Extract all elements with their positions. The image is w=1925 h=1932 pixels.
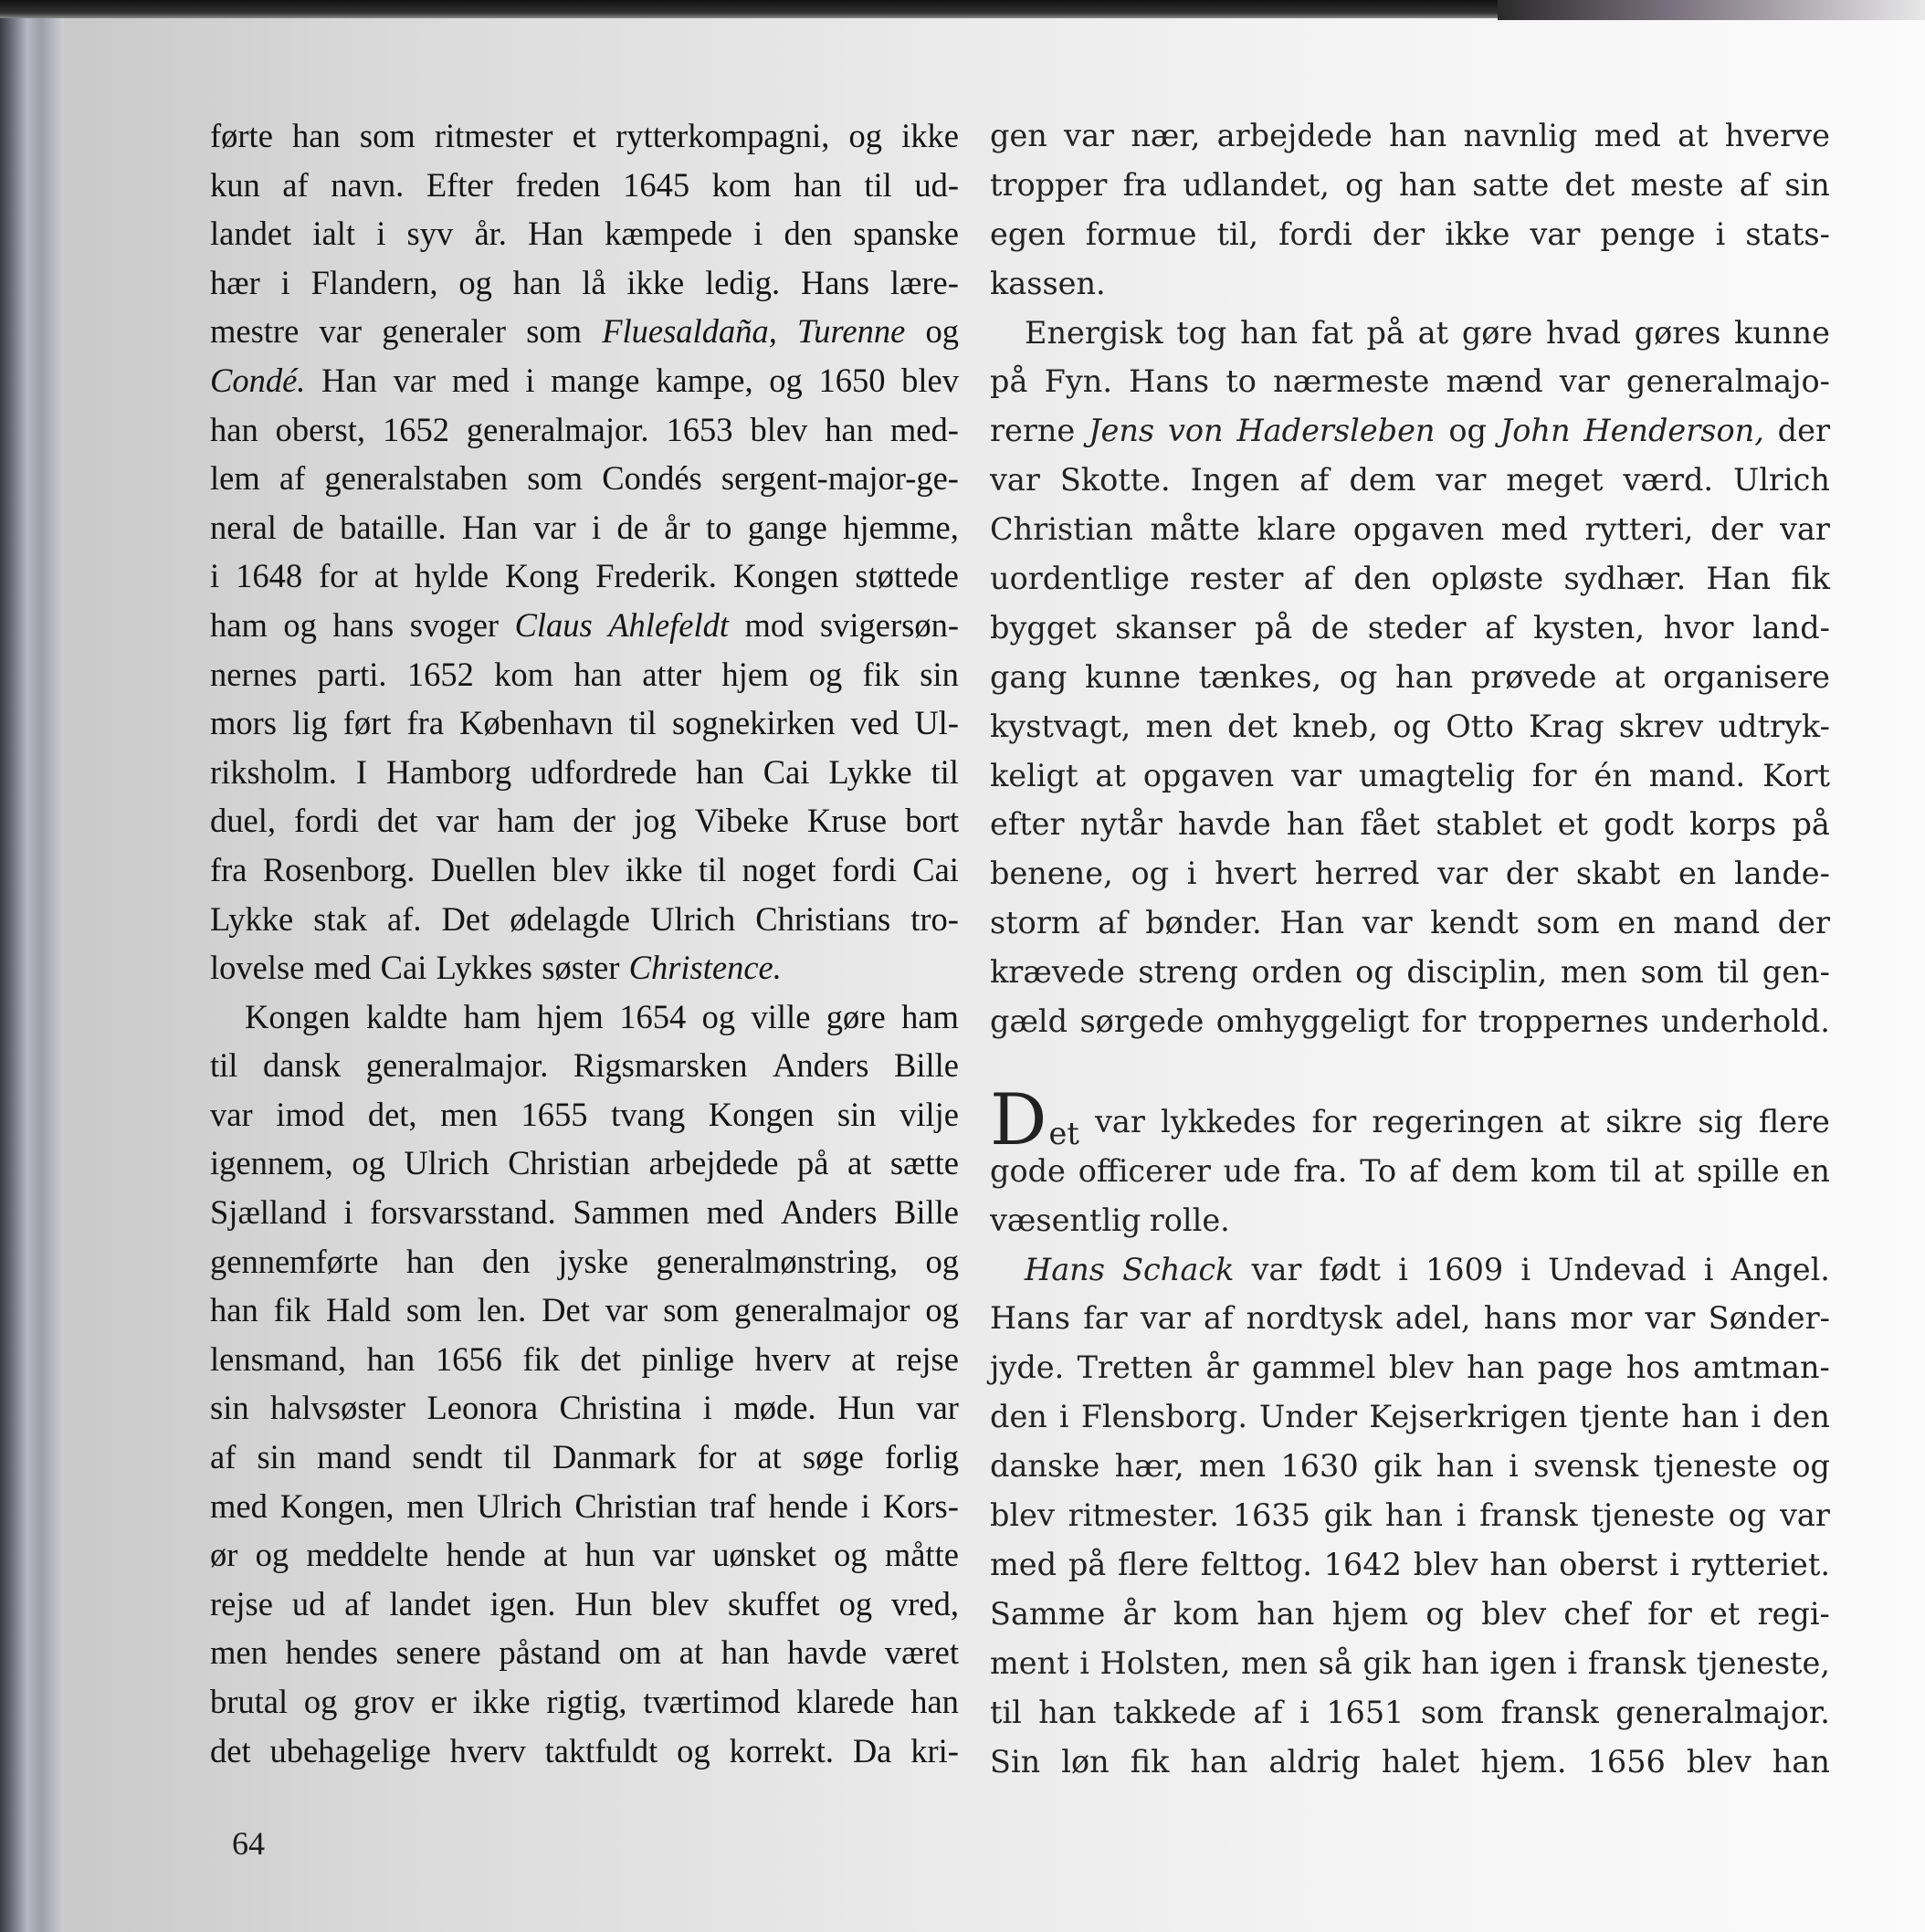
text-line: storm af bønder. Han var kendt som en mand der xyxy=(990,905,1830,941)
text-line: duel, fordi det var ham der jog Vibeke Kruse bort xyxy=(210,802,959,840)
text-line: efter nytår havde han fået stablet et godt korps på xyxy=(990,806,1830,843)
top-edge-highlight xyxy=(1498,0,1925,20)
text-line: brutal og grov er ikke rigtig, tværtimod klarede han xyxy=(210,1683,959,1720)
text-line: Kongen kaldte ham hjem 1654 og ville gøre ham xyxy=(245,997,959,1035)
text-line: i 1648 for at hylde Kong Frederik. Kongen støttede xyxy=(210,557,959,595)
text-line: riksholm. I Hamborg udfordrede han Cai Lykke til xyxy=(210,752,959,791)
text-line: uordentlige rester af den opløste sydhær. Han fik xyxy=(990,561,1830,597)
text-line: tropper fra udlandet, og han satte det meste af sin xyxy=(990,166,1830,203)
text-line: keligt at opgaven var umagtelig for én mand. Kort xyxy=(990,757,1830,793)
text-line: Hans Schack var født i 1609 i Undevad i Angel. xyxy=(1025,1251,1830,1287)
left-text-column xyxy=(210,111,959,1775)
text-line: lovelse med Cai Lykkes søster Christence. xyxy=(210,949,782,987)
text-line: kun af navn. Efter freden 1645 kom han til ud- xyxy=(210,165,959,204)
text-line: førte han som ritmester et rytterkompagni, og ikke xyxy=(210,117,959,154)
text-line: mors lig ført fra København til sognekirken ved Ul- xyxy=(210,704,959,742)
text-line: blev ritmester. 1635 gik han i fransk tjeneste og var xyxy=(990,1497,1830,1534)
text-line: men hendes senere påstand om at han havde været xyxy=(210,1633,959,1672)
text-line: ham og hans svoger Claus Ahlefeldt mod svigersøn- xyxy=(210,605,959,644)
text-line: til dansk generalmajor. Rigsmarsken Anders Bille xyxy=(210,1046,959,1085)
section-gap xyxy=(990,1046,1830,1097)
text-line: Samme år kom han hjem og blev chef for et regi- xyxy=(990,1595,1830,1632)
book-spine-shadow xyxy=(0,0,64,1932)
page-number: 64 xyxy=(232,1825,265,1862)
text-line: neral de bataille. Han var i de år to gange hjemme, xyxy=(210,508,959,546)
text-line: med Kongen, men Ulrich Christian traf hende i Kors- xyxy=(210,1486,959,1525)
text-line: var imod det, men 1655 tvang Kongen sin vilje xyxy=(210,1095,959,1133)
text-line: rejse ud af landet igen. Hun blev skuffet og vred, xyxy=(210,1584,959,1622)
text-line: igennem, og Ulrich Christian arbejdede på at sætte xyxy=(210,1144,959,1182)
text-line: egen formue til, fordi der ikke var penge i stats- xyxy=(990,215,1830,252)
text-line: mestre var generaler som Fluesaldaña, Turenne og xyxy=(210,312,959,351)
text-line: ment i Holsten, men så gik han igen i fransk tjeneste, xyxy=(990,1644,1830,1681)
text-line: væsentlig rolle. xyxy=(990,1202,1230,1238)
text-line: kystvagt, men det kneb, og Otto Krag skrev udtryk- xyxy=(990,708,1830,744)
text-line: fra Rosenborg. Duellen blev ikke til noget fordi Cai xyxy=(210,850,959,888)
text-line: Sin løn fik han aldrig halet hjem. 1656 blev han xyxy=(990,1743,1830,1780)
text-line: til han takkede af i 1651 som fransk generalmajor. xyxy=(990,1694,1830,1730)
text-line: han fik Hald som len. Det var som generalmajor og xyxy=(210,1291,959,1329)
text-line: var Skotte. Ingen af dem var meget værd. Ulrich xyxy=(990,462,1830,499)
text-line: hær i Flandern, og han lå ikke ledig. Hans lære- xyxy=(210,263,959,301)
text-line: benene, og i hvert herred var der skabt en lande- xyxy=(990,856,1830,892)
text-line: landet ialt i syv år. Han kæmpede i den spanske xyxy=(210,215,959,253)
text-line: lem af generalstaben som Condés sergent-major-ge- xyxy=(210,459,959,498)
text-line: gennemførte han den jyske generalmønstring, og xyxy=(210,1242,959,1280)
text-line: sin halvsøster Leonora Christina i møde. Hun var xyxy=(210,1389,959,1427)
text-line: jyde. Tretten år gammel blev han page hos amtman- xyxy=(990,1349,1830,1386)
text-line: kassen. xyxy=(990,265,1106,301)
text-line: gen var nær, arbejdede han navnlig med at hverve xyxy=(990,118,1830,153)
right-text-column xyxy=(990,111,1830,1786)
text-line: det ubehagelige hverv taktfuldt og korrekt. Da kri- xyxy=(210,1731,959,1769)
text-line: med på flere felttog. 1642 blev han oberst i rytteriet. xyxy=(990,1546,1830,1582)
text-line: bygget skanser på de steder af kysten, hvor land- xyxy=(990,609,1830,646)
text-line: Det var lykkedes for regeringen at sikre sig flere xyxy=(990,1078,1830,1161)
text-line: Energisk tog han fat på at gøre hvad gøres kunne xyxy=(1025,314,1830,351)
text-line: gang kunne tænkes, og han prøvede at organisere xyxy=(990,658,1830,695)
text-line: gæld sørgede omhyggeligt for troppernes underhold. xyxy=(990,1003,1830,1040)
text-line: Hans far var af nordtysk adel, hans mor var Sønder- xyxy=(990,1300,1830,1337)
text-line: Christian måtte klare opgaven med rytteri, der var xyxy=(990,511,1830,548)
text-line: nernes parti. 1652 kom han atter hjem og fik sin xyxy=(210,655,959,693)
text-line: rerne Jens von Hadersleben og John Henderson, der xyxy=(990,413,1830,449)
text-line: han oberst, 1652 generalmajor. 1653 blev han med- xyxy=(210,410,959,448)
text-line: Condé. Han var med i mange kampe, og 1650 blev xyxy=(210,361,959,399)
text-line: på Fyn. Hans to nærmeste mænd var generalmajo- xyxy=(990,363,1830,400)
text-line: danske hær, men 1630 gik han i svensk tjeneste og xyxy=(990,1448,1830,1485)
text-line: af sin mand sendt til Danmark for at søge forlig xyxy=(210,1438,959,1476)
text-line: ør og meddelte hende at hun var uønsket og måtte xyxy=(210,1536,959,1574)
text-line: lensmand, han 1656 fik det pinlige hverv at rejse xyxy=(210,1339,959,1378)
text-line: Lykke stak af. Det ødelagde Ulrich Christians tro- xyxy=(210,899,959,938)
text-line: gode officerer ude fra. To af dem kom til at spille en xyxy=(990,1152,1830,1189)
text-line: Sjælland i forsvarsstand. Sammen med Anders Bille xyxy=(210,1193,959,1232)
text-line: den i Flensborg. Under Kejserkrigen tjente han i den xyxy=(990,1399,1830,1435)
text-line: krævede streng orden og disciplin, men som til gen- xyxy=(990,954,1830,991)
